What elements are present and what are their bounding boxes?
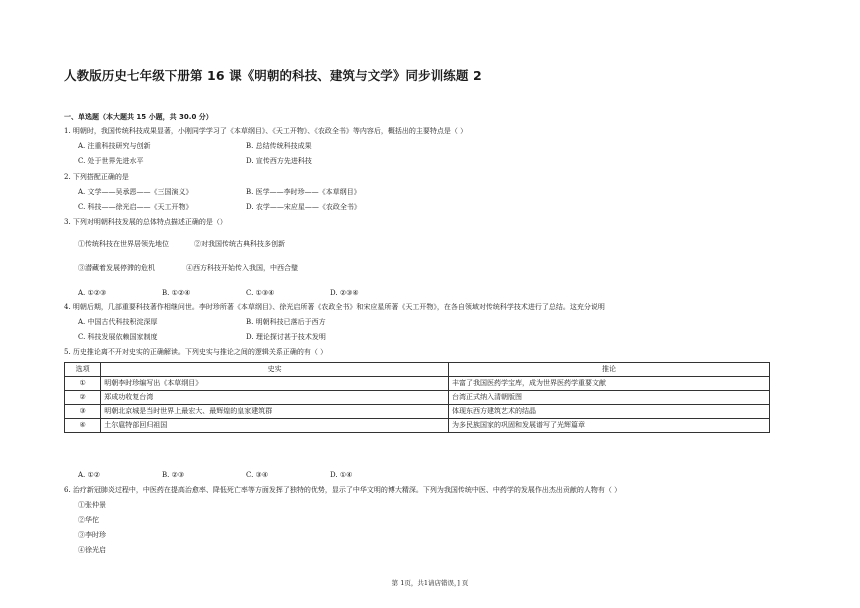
- page-footer: 第 1页，共1请店错误，] 页: [391, 579, 469, 587]
- table-header: 推论: [449, 363, 770, 377]
- q1-option-a: A. 注重科技研究与创新: [78, 142, 151, 150]
- q2-option-d: D. 农学——宋应星——《农政全书》: [246, 203, 361, 211]
- document-title: 人教版历史七年级下册第 16 课《明朝的科技、建筑与文学》同步训练题 2: [64, 68, 482, 83]
- section-heading: 一、单选题（本大题共 15 小题，共 30.0 分）: [64, 113, 213, 121]
- table-cell: 明朝北京城是当时世界上最宏大、最辉煌的皇家建筑群: [101, 405, 449, 419]
- q6-option-2: ②华佗: [78, 516, 99, 524]
- q1-option-b: B. 总结传统科技成果: [246, 142, 312, 150]
- q4-stem: 4. 明朝后期，几部重要科技著作相继问世。李时珍所著《本草纲目》、徐光启所著《农政全书》和宋应星所著《天工开物》，在各自领域对传统科学技术进行了总结。这充分说明: [64, 303, 605, 311]
- table-cell: ④: [65, 419, 101, 433]
- q5-stem: 5. 历史推论离不开对史实的正确解读。下列史实与推论之间的逻辑关系正确的有（ ）: [64, 348, 328, 356]
- table-cell: 体现东西方建筑艺术的结晶: [449, 405, 770, 419]
- q6-stem: 6. 治疗新冠肺炎过程中，中医药在提高治愈率、降低死亡率等方面发挥了独特的优势，显示了中华文明的博大精深。下列为我国传统中医、中药学的发展作出杰出贡献的人物有（ ）: [64, 486, 622, 494]
- q3-statement-3: ③潜藏着发展停滞的危机: [78, 264, 155, 272]
- table-header: 史实: [101, 363, 449, 377]
- q3-statement-4: ④西方科技开始传入我国，中西合璧: [186, 264, 298, 272]
- table-row: [65, 391, 770, 405]
- q5-option-a: A. ①②: [78, 471, 101, 479]
- q3-stem: 3. 下列对明朝科技发展的总体特点描述正确的是（）: [64, 218, 227, 226]
- q4-option-d: D. 理论探讨甚于技术发明: [246, 333, 326, 341]
- q1-stem: 1. 明朝时，我国传统科技成果显著，小刚同学学习了《本草纲目》、《天工开物》、《农政全书》等内容后，概括出的主要特点是（ ）: [64, 127, 468, 135]
- table-cell: 丰富了我国医药学宝库，成为世界医药学重要文献: [449, 377, 770, 391]
- table-cell: 为多民族国家的巩固和发展谱写了光辉篇章: [449, 419, 770, 433]
- q1-option-c: C. 处于世界先进水平: [78, 157, 144, 165]
- q3-option-a: A. ①②③: [78, 289, 107, 297]
- table-cell: 土尔扈特部回归祖国: [101, 419, 449, 433]
- q2-option-b: B. 医学——李时珍——《本草纲目》: [246, 188, 361, 196]
- table-cell: 台湾正式纳入清朝版图: [449, 391, 770, 405]
- table-cell: 郑成功收复台湾: [101, 391, 449, 405]
- q3-statement-1: ①传统科技在世界居领先地位: [78, 240, 169, 248]
- q2-option-a: A. 文学——吴承恩——《三国演义》: [78, 188, 193, 196]
- q3-statement-2: ②对我国传统古典科技多创新: [194, 240, 285, 248]
- q3-option-d: D. ②③④: [330, 289, 359, 297]
- table-cell: ③: [65, 405, 101, 419]
- table-row: [65, 377, 770, 391]
- q4-option-a: A. 中国古代科技积淀深厚: [78, 318, 158, 326]
- q6-option-1: ①张仲景: [78, 501, 106, 509]
- q5-option-b: B. ②③: [162, 471, 185, 479]
- q1-option-d: D. 宣传西方先进科技: [246, 157, 312, 165]
- table-cell: ②: [65, 391, 101, 405]
- table-header: 选项: [65, 363, 101, 377]
- table-cell: 明朝李时珍编写出《本草纲目》: [101, 377, 449, 391]
- table-row: [65, 405, 770, 419]
- q2-stem: 2. 下列搭配正确的是: [64, 173, 129, 181]
- q4-option-c: C. 科技发展依赖国家制度: [78, 333, 158, 341]
- q5-option-c: C. ③④: [246, 471, 269, 479]
- q5-option-d: D. ①④: [330, 471, 353, 479]
- table-header-row: [65, 363, 770, 377]
- q5-table: [64, 362, 770, 433]
- table-cell: ①: [65, 377, 101, 391]
- q6-option-4: ④徐光启: [78, 546, 106, 554]
- q6-option-3: ③李时珍: [78, 531, 106, 539]
- q3-option-b: B. ①②④: [162, 289, 191, 297]
- q3-option-c: C. ①③④: [246, 289, 275, 297]
- q4-option-b: B. 明朝科技已落后于西方: [246, 318, 326, 326]
- q2-option-c: C. 科技——徐光启——《天工开物》: [78, 203, 193, 211]
- table-row: [65, 419, 770, 433]
